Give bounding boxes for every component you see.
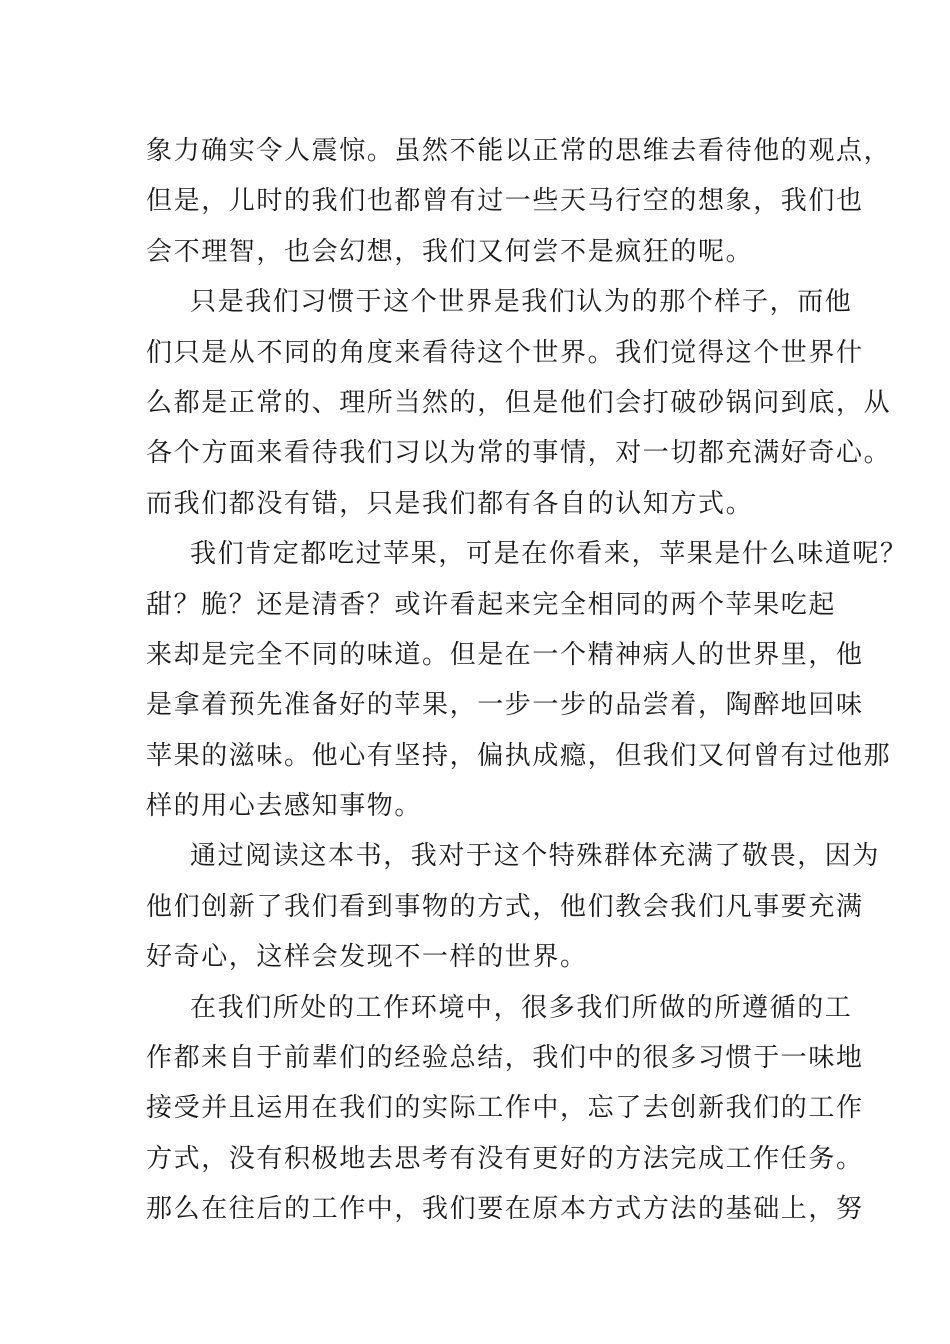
paragraph bbox=[146, 983, 864, 1235]
text-line: 会不理智，也会幻想，我们又何尝不是疯狂的呢。 bbox=[146, 236, 754, 267]
document-body bbox=[146, 126, 908, 1235]
text-line: 在我们所处的工作环境中，很多我们所做的所遵循的工 bbox=[190, 992, 853, 1023]
text-line: 是拿着预先准备好的苹果，一步一步的品尝着，陶醉地回味 bbox=[146, 690, 864, 721]
text-line: 作都来自于前辈们的经验总结，我们中的很多习惯于一味地 bbox=[146, 1043, 864, 1074]
text-line: 而我们都没有错，只是我们都有各自的认知方式。 bbox=[146, 488, 754, 519]
text-line: 甜？脆？还是清香？或许看起来完全相同的两个苹果吃起 bbox=[146, 589, 837, 620]
text-line: 们只是从不同的角度来看待这个世界。我们觉得这个世界什 bbox=[146, 337, 864, 368]
text-line: 通过阅读这本书，我对于这个特殊群体充满了敬畏，因为 bbox=[190, 841, 881, 872]
text-line: 各个方面来看待我们习以为常的事情，对一切都充满好奇心。 bbox=[146, 438, 892, 469]
text-line: 但是，儿时的我们也都曾有过一些天马行空的想象，我们也 bbox=[146, 186, 864, 217]
text-line: 接受并且运用在我们的实际工作中，忘了去创新我们的工作 bbox=[146, 1093, 864, 1124]
paragraph bbox=[146, 529, 908, 831]
text-line: 么都是正常的、理所当然的，但是他们会打破砂锅问到底，从 bbox=[146, 387, 892, 418]
text-line: 方式，没有积极地去思考有没有更好的方法完成工作任务。 bbox=[146, 1143, 864, 1174]
text-line: 象力确实令人震惊。虽然不能以正常的思维去看待他的观点， bbox=[146, 136, 892, 166]
text-line: 样的用心去感知事物。 bbox=[146, 791, 423, 822]
text-line: 他们创新了我们看到事物的方式，他们教会我们凡事要充满 bbox=[146, 891, 864, 922]
paragraph bbox=[146, 126, 892, 277]
text-line: 那么在往后的工作中，我们要在原本方式方法的基础上，努 bbox=[146, 1194, 864, 1225]
paragraph bbox=[146, 831, 881, 982]
text-line: 我们肯定都吃过苹果，可是在你看来，苹果是什么味道呢？ bbox=[190, 539, 908, 570]
paragraph bbox=[146, 277, 892, 529]
text-line: 只是我们习惯于这个世界是我们认为的那个样子，而他 bbox=[190, 287, 853, 318]
text-line: 好奇心，这样会发现不一样的世界。 bbox=[146, 942, 588, 973]
text-line: 苹果的滋味。他心有坚持，偏执成瘾，但我们又何曾有过他那 bbox=[146, 740, 892, 771]
text-line: 来却是完全不同的味道。但是在一个精神病人的世界里，他 bbox=[146, 639, 864, 670]
